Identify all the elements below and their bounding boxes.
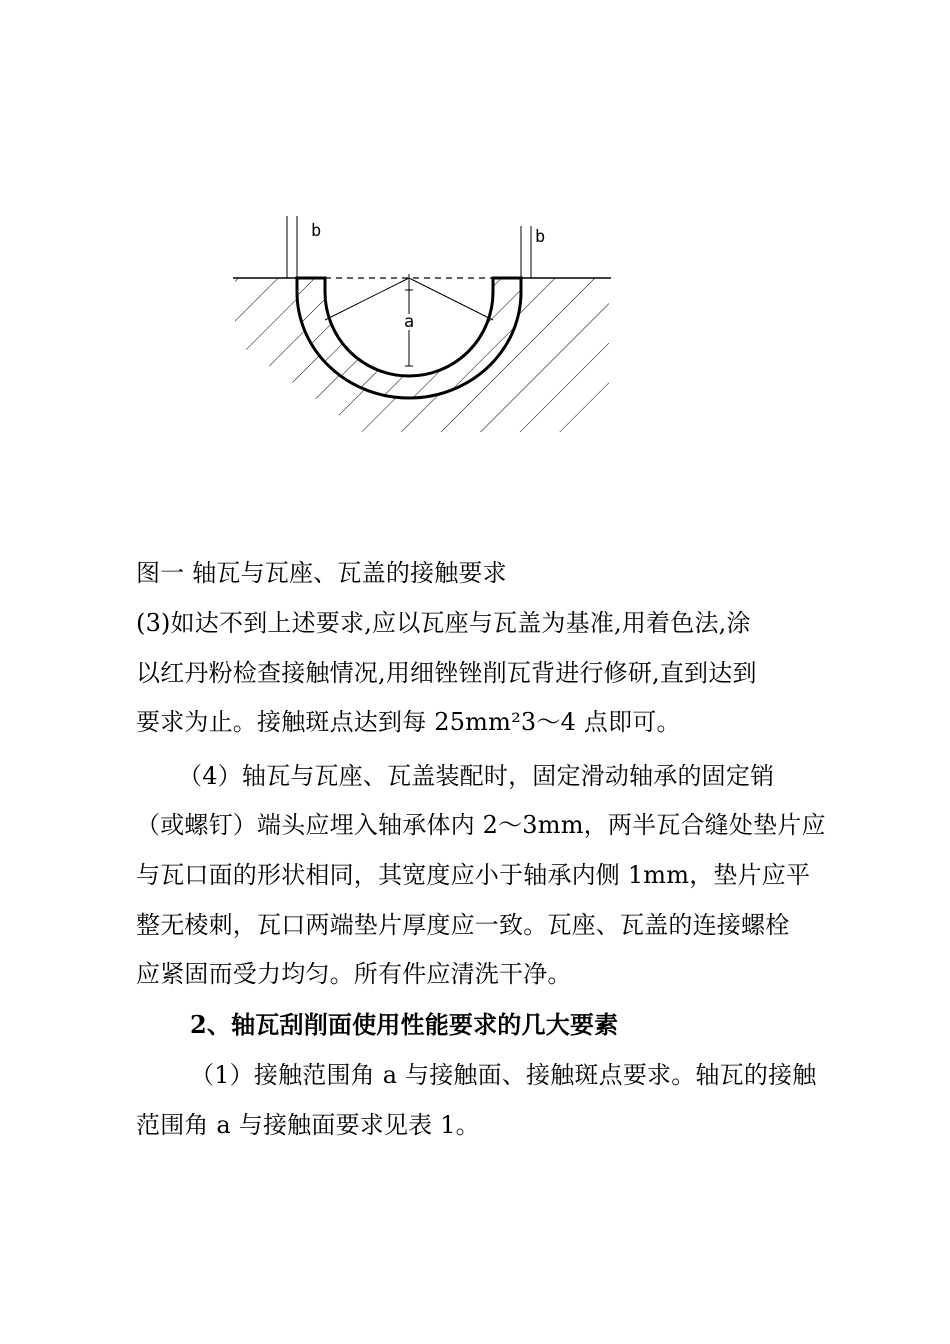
para4-line4: 整无棱刺，瓦口两端垫片厚度应一致。瓦座、瓦盖的连接螺栓 <box>136 911 790 939</box>
bearing-diagram <box>225 212 625 462</box>
para4-line1: （4）轴瓦与瓦座、瓦盖装配时，固定滑动轴承的固定销 <box>178 762 775 790</box>
para4-line3: 与瓦口面的形状相同，其宽度应小于轴承内侧 1mm，垫片应平 <box>136 861 811 889</box>
para4-line2: （或螺钉）端头应埋入轴承体内 2～3mm，两半瓦合缝处垫片应 <box>136 811 826 839</box>
para3-line1: (3)如达不到上述要求,应以瓦座与瓦盖为基准,用着色法,涂 <box>136 609 751 637</box>
para3-line2: 以红丹粉检查接触情况,用细锉锉削瓦背进行修研,直到达到 <box>136 659 757 687</box>
para1-line1: （1）接触范围角 a 与接触面、接触斑点要求。轴瓦的接触 <box>190 1061 817 1089</box>
label-b-right: b <box>535 227 546 247</box>
label-b-left: b <box>311 221 322 241</box>
para1-line2: 范围角 a 与接触面要求见表 1。 <box>136 1111 480 1139</box>
section-heading-2: 2、轴瓦刮削面使用性能要求的几大要素 <box>190 1010 619 1039</box>
para4-line5: 应紧固而受力均匀。所有件应清洗干净。 <box>136 960 572 988</box>
figure-caption: 图一 轴瓦与瓦座、瓦盖的接触要求 <box>136 559 507 587</box>
label-a: a <box>404 312 415 332</box>
para3-line3: 要求为止。接触斑点达到每 25mm²3～4 点即可。 <box>136 708 681 736</box>
bearing-contact-figure <box>225 212 625 462</box>
